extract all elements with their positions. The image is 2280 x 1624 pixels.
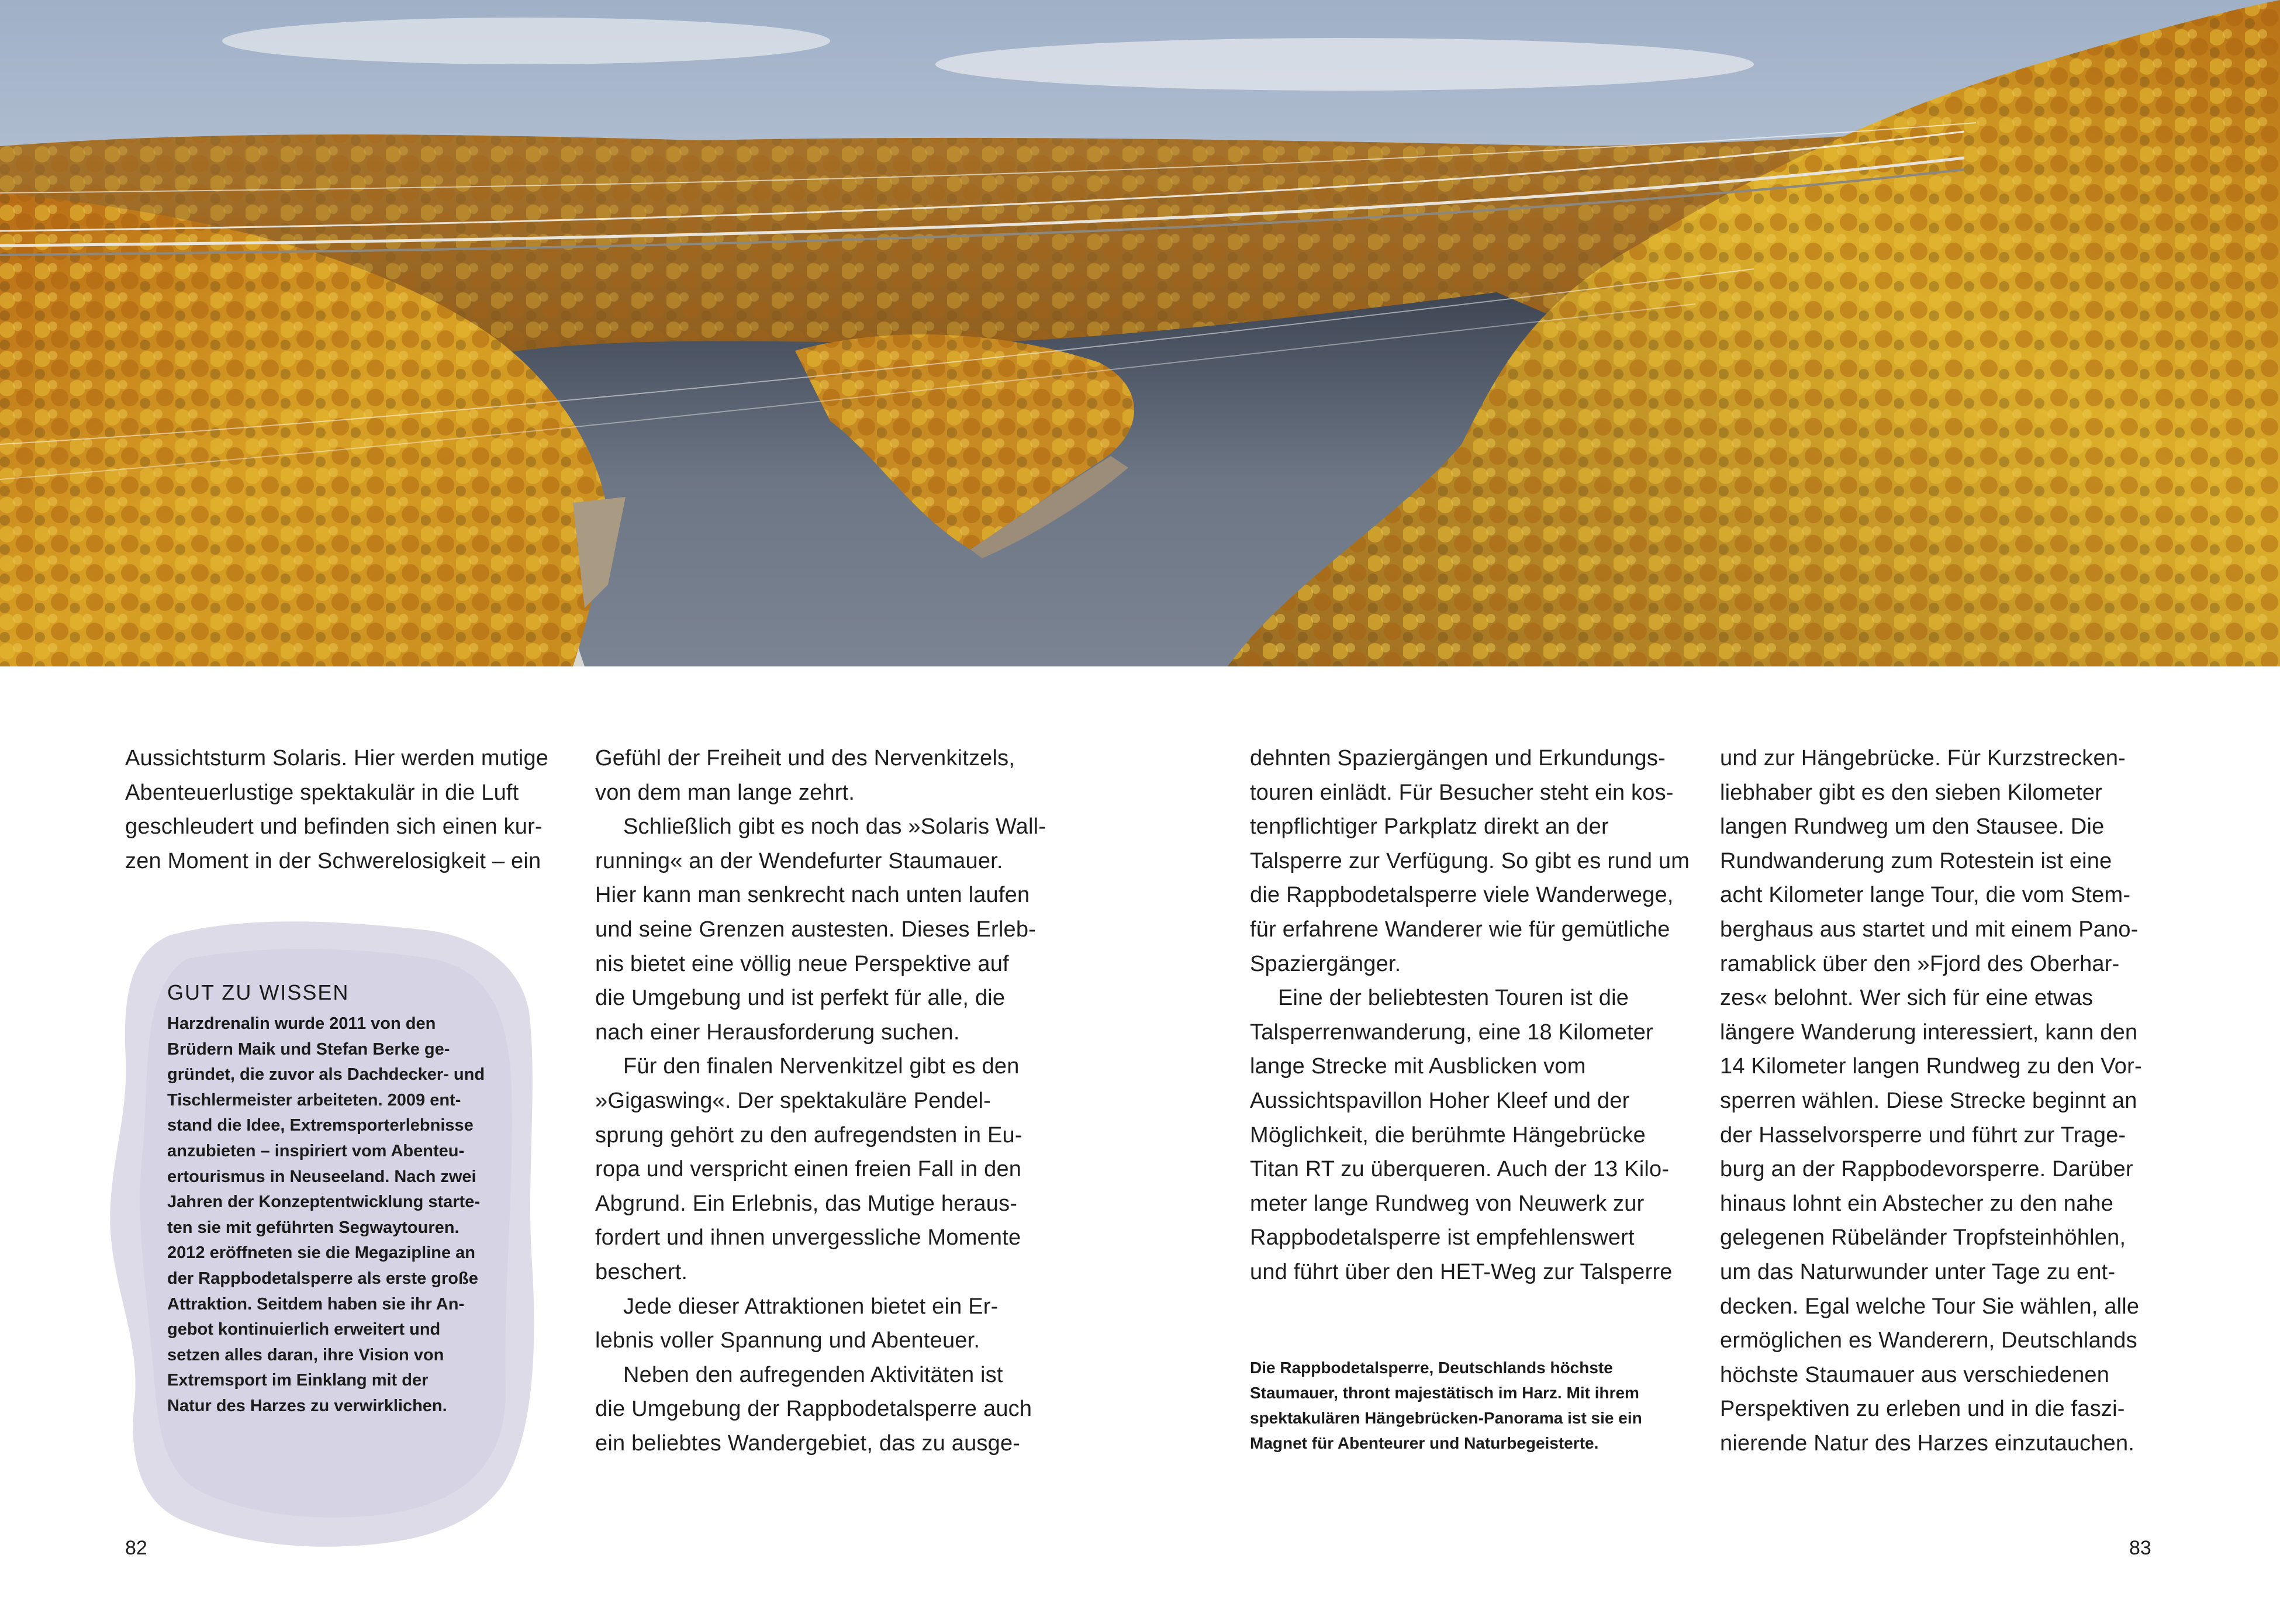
info-box-line: Attraktion. Seitdem haben sie ihr An- — [167, 1294, 465, 1314]
text-line: touren einlädt. Für Besucher steht ein kos- — [1250, 780, 1674, 805]
text-line: dehnten Spaziergängen und Erkundungs- — [1250, 746, 1666, 770]
text-column-2 — [595, 741, 1046, 1460]
text-line: acht Kilometer lange Tour, die vom Stem- — [1720, 883, 2131, 908]
text-line: langen Rundweg um den Stausee. Die — [1720, 814, 2105, 839]
text-line: Talsperre zur Verfügung. So gibt es rund um — [1250, 848, 1690, 873]
info-box-line: Jahren der Konzeptentwicklung starte- — [167, 1193, 480, 1212]
text-line: Schließlich gibt es noch das »Solaris Wall- — [623, 814, 1046, 839]
text-line: meter lange Rundweg von Neuwerk zur — [1250, 1191, 1645, 1216]
text-line: fordert und ihnen unvergessliche Momente — [595, 1225, 1021, 1250]
text-line: ermöglichen es Wanderern, Deutschlands — [1720, 1328, 2137, 1353]
text-line: burg an der Rappbodevorsperre. Darüber — [1720, 1157, 2133, 1182]
info-box-line: Brüdern Maik und Stefan Berke ge- — [167, 1039, 450, 1059]
info-box-gut-zu-wissen — [167, 977, 506, 1419]
text-line: nis bietet eine völlig neue Perspektive auf — [595, 951, 1009, 976]
text-line: running« an der Wendefurter Staumauer. — [595, 848, 1003, 873]
text-line: hinaus lohnt ein Abstecher zu den nahe — [1720, 1191, 2114, 1216]
text-line: lebnis voller Spannung und Abenteuer. — [595, 1328, 980, 1353]
info-box-line: Tischlermeister arbeiteten. 2009 ent- — [167, 1090, 461, 1110]
text-line: und zur Hängebrücke. Für Kurzstrecken- — [1720, 746, 2126, 770]
text-line: lange Strecke mit Ausblicken vom — [1250, 1054, 1586, 1079]
text-line: berghaus aus startet und mit einem Pano- — [1720, 917, 2139, 942]
text-line: Möglichkeit, die berühmte Hängebrücke — [1250, 1122, 1646, 1148]
text-line: Neben den aufregenden Aktivitäten ist — [623, 1362, 1003, 1387]
hero-photo-rappbodetalsperre — [0, 0, 2280, 666]
text-line: Talsperrenwanderung, eine 18 Kilometer — [1250, 1020, 1653, 1045]
text-line: nach einer Herausforderung suchen. — [595, 1020, 960, 1045]
text-line: um das Naturwunder unter Tage zu ent- — [1720, 1259, 2116, 1284]
text-line: Eine der beliebtesten Touren ist die — [1278, 986, 1629, 1011]
text-line: und führt über den HET-Weg zur Talsperre — [1250, 1259, 1673, 1284]
info-box-line: ertourismus in Neuseeland. Nach zwei — [167, 1167, 476, 1186]
text-line: und seine Grenzen austesten. Dieses Erleb- — [595, 917, 1037, 942]
info-box-line: Extremsport im Einklang mit der — [167, 1371, 429, 1390]
text-line: Abgrund. Ein Erlebnis, das Mutige heraus- — [595, 1191, 1018, 1216]
text-line: Aussichtspavillon Hoher Kleef und der — [1250, 1088, 1630, 1113]
text-line: Jede dieser Attraktionen bietet ein Er- — [623, 1294, 999, 1319]
text-line: Rundwanderung zum Rotestein ist eine — [1720, 848, 2112, 873]
text-line: höchste Staumauer aus verschiedenen — [1720, 1362, 2110, 1387]
text-line: Hier kann man senkrecht nach unten laufen — [595, 883, 1030, 908]
text-line: »Gigaswing«. Der spektakuläre Pendel- — [595, 1088, 991, 1113]
text-line: liebhaber gibt es den sieben Kilometer — [1720, 780, 2103, 805]
info-box-line: gebot kontinuierlich erweitert und — [167, 1320, 441, 1339]
text-line: decken. Egal welche Tour Sie wählen, alle — [1720, 1294, 2140, 1319]
info-box-line: setzen alles daran, ihre Vision von — [167, 1345, 444, 1364]
text-line: Für den finalen Nervenkitzel gibt es den — [623, 1054, 1020, 1079]
text-column-1 — [125, 741, 548, 878]
info-box-line: ten sie mit geführten Segwaytouren. — [167, 1218, 460, 1237]
caption-line: Staumauer, thront majestätisch im Harz. Mit ihrem — [1250, 1384, 1639, 1402]
text-line: von dem man lange zehrt. — [595, 780, 855, 805]
info-box-line: anzubieten – inspiriert vom Abenteu- — [167, 1141, 465, 1160]
text-line: Spaziergänger. — [1250, 951, 1401, 976]
text-column-4 — [1720, 741, 2142, 1460]
info-box-line: 2012 eröffneten sie die Megazipline an — [167, 1243, 475, 1263]
caption-line: Die Rappbodetalsperre, Deutschlands höchste — [1250, 1359, 1613, 1377]
text-line: Titan RT zu überqueren. Auch der 13 Kilo- — [1250, 1157, 1670, 1182]
text-line: Perspektiven zu erleben und in die faszi- — [1720, 1397, 2125, 1422]
text-line: längere Wanderung interessiert, kann den — [1720, 1020, 2138, 1045]
text-line: geschleudert und befinden sich einen kur- — [125, 814, 543, 839]
info-box-heading: GUT ZU WISSEN — [167, 980, 350, 1004]
caption-line: Magnet für Abenteurer und Naturbegeisterte. — [1250, 1434, 1599, 1452]
text-line: Rappbodetalsperre ist empfehlenswert — [1250, 1225, 1635, 1250]
text-line: sprung gehört zu den aufregendsten in Eu- — [595, 1122, 1022, 1148]
text-line: Gefühl der Freiheit und des Nervenkitzels, — [595, 746, 1015, 770]
text-line: zes« belohnt. Wer sich für eine etwas — [1720, 986, 2094, 1011]
page-number-right: 83 — [2129, 1537, 2151, 1559]
text-line: ramablick über den »Fjord des Oberhar- — [1720, 951, 2120, 976]
text-line: der Hasselvorsperre und führt zur Trage- — [1720, 1122, 2126, 1148]
text-line: gelegenen Rübeländer Tropfsteinhöhlen, — [1720, 1225, 2126, 1250]
text-line: die Umgebung der Rappbodetalsperre auch — [595, 1397, 1032, 1422]
text-column-3 — [1250, 741, 1690, 1290]
text-line: die Umgebung und ist perfekt für alle, die — [595, 986, 1006, 1011]
info-box-line: Harzdrenalin wurde 2011 von den — [167, 1014, 436, 1033]
text-line: tenpflichtiger Parkplatz direkt an der — [1250, 814, 1609, 839]
text-line: für erfahrene Wanderer wie für gemütliche — [1250, 917, 1670, 942]
photo-caption — [1250, 1355, 1642, 1456]
text-line: nierende Natur des Harzes einzutauchen. — [1720, 1430, 2135, 1456]
info-box-line: stand die Idee, Extremsporterlebnisse — [167, 1116, 474, 1135]
text-line: zen Moment in der Schwerelosigkeit – ein — [125, 848, 541, 873]
text-line: ein beliebtes Wandergebiet, das zu ausge- — [595, 1430, 1021, 1456]
caption-line: spektakulären Hängebrücken-Panorama ist sie ein — [1250, 1409, 1642, 1427]
info-box-line: Natur des Harzes zu verwirklichen. — [167, 1396, 447, 1415]
text-line: Abenteuerlustige spektakulär in die Luft — [125, 780, 519, 805]
text-line: beschert. — [595, 1259, 688, 1284]
page-number-left: 82 — [125, 1537, 147, 1559]
text-line: Aussichtsturm Solaris. Hier werden mutige — [125, 746, 549, 770]
text-line: 14 Kilometer langen Rundweg zu den Vor- — [1720, 1054, 2142, 1079]
info-box-line: der Rappbodetalsperre als erste große — [167, 1269, 478, 1288]
text-line: die Rappbodetalsperre viele Wanderwege, — [1250, 883, 1674, 908]
info-box-line: gründet, die zuvor als Dachdecker- und — [167, 1065, 485, 1084]
text-line: sperren wählen. Diese Strecke beginnt an — [1720, 1088, 2137, 1113]
text-line: ropa und verspricht einen freien Fall in den — [595, 1157, 1022, 1182]
